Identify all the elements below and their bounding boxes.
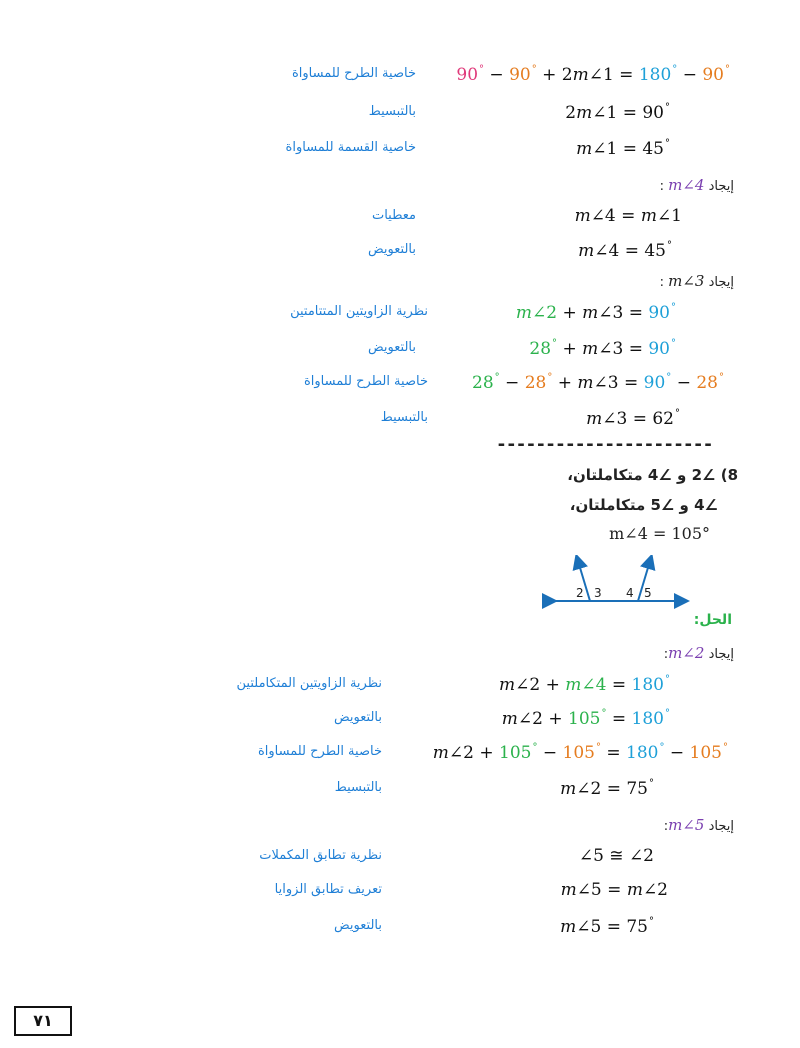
step-row	[0, 674, 800, 702]
problem-line-1: 8) ∠2 و ∠4 متكاملتان،	[567, 466, 738, 484]
reason-text: بالتبسيط	[380, 410, 428, 425]
reason-text: بالتعويض	[368, 242, 416, 257]
equation: 90° − 90° + 2m∠1 = 180° − 90°	[456, 64, 730, 85]
step-row	[0, 778, 800, 806]
reason-text: خاصية القسمة للمساواة	[285, 140, 416, 155]
reason-text: بالتعويض	[334, 918, 382, 933]
equation: m∠4 = 45°	[578, 240, 672, 261]
angle-label-2: 2	[576, 586, 584, 600]
find-m2-heading: إيجاد m∠2:	[663, 644, 734, 662]
angle-label-5: 5	[644, 586, 652, 600]
step-row	[0, 880, 800, 908]
reason-text: نظرية الزاويتين المتكاملتين	[236, 676, 382, 691]
reason-text: نظرية تطابق المكملات	[259, 848, 382, 863]
equation: m∠2 + 105° = 180°	[501, 708, 670, 729]
angle-diagram	[536, 555, 696, 611]
reason-text: خاصية الطرح للمساواة	[303, 374, 428, 389]
step-row	[0, 240, 800, 268]
equation: m∠1 = 45°	[576, 138, 670, 159]
step-row	[0, 708, 800, 736]
find-m4-heading: إيجاد m∠4 :	[659, 176, 734, 194]
reason-text: بالتعويض	[334, 710, 382, 725]
equation: 28° − 28° + m∠3 = 90° − 28°	[472, 372, 724, 393]
reason-text: معطيات	[371, 208, 416, 223]
equation: m∠2 = 75°	[560, 778, 654, 799]
solution-heading: الحل:	[693, 612, 732, 628]
reason-text: بالتبسيط	[368, 104, 416, 119]
equation: m∠2 + 105° − 105° = 180° − 105°	[432, 742, 728, 763]
step-row	[0, 846, 800, 874]
step-row	[0, 408, 800, 436]
problem-given: m∠4 = 105°	[609, 524, 710, 543]
equation: m∠5 = 75°	[560, 916, 654, 937]
step-row	[0, 206, 800, 234]
step-row	[0, 372, 800, 400]
page-number: ٧١	[14, 1006, 72, 1036]
equation: 28° + m∠3 = 90°	[529, 338, 676, 359]
find-m5-heading: إيجاد m∠5:	[663, 816, 734, 834]
step-row	[0, 102, 800, 130]
reason-text: بالتعويض	[368, 340, 416, 355]
find-m3-heading: إيجاد m∠3 :	[659, 272, 734, 290]
equation: m∠2 + m∠4 = 180°	[499, 674, 670, 695]
step-row	[0, 138, 800, 166]
step-row	[0, 64, 800, 92]
step-row	[0, 742, 800, 770]
equation: m∠4 = m∠1	[574, 206, 682, 226]
separator-line: ----------------------	[496, 434, 713, 455]
reason-text: تعريف تطابق الزوايا	[274, 882, 382, 897]
equation: m∠5 = m∠2	[560, 880, 668, 900]
reason-text: بالتبسيط	[334, 780, 382, 795]
reason-text: خاصية الطرح للمساواة	[291, 66, 416, 81]
reason-text: خاصية الطرح للمساواة	[257, 744, 382, 759]
step-row	[0, 302, 800, 330]
step-row	[0, 916, 800, 944]
equation: ∠5 ≅ ∠2	[578, 846, 654, 866]
equation: m∠3 = 62°	[586, 408, 680, 429]
angle-label-3: 3	[594, 586, 602, 600]
step-row	[0, 338, 800, 366]
equation: m∠2 + m∠3 = 90°	[515, 302, 676, 323]
equation: 2m∠1 = 90°	[565, 102, 670, 123]
angle-label-4: 4	[626, 586, 634, 600]
problem-line-2: ∠4 و ∠5 متكاملتان،	[569, 496, 718, 514]
reason-text: نظرية الزاويتين المتتامتين	[290, 304, 428, 319]
